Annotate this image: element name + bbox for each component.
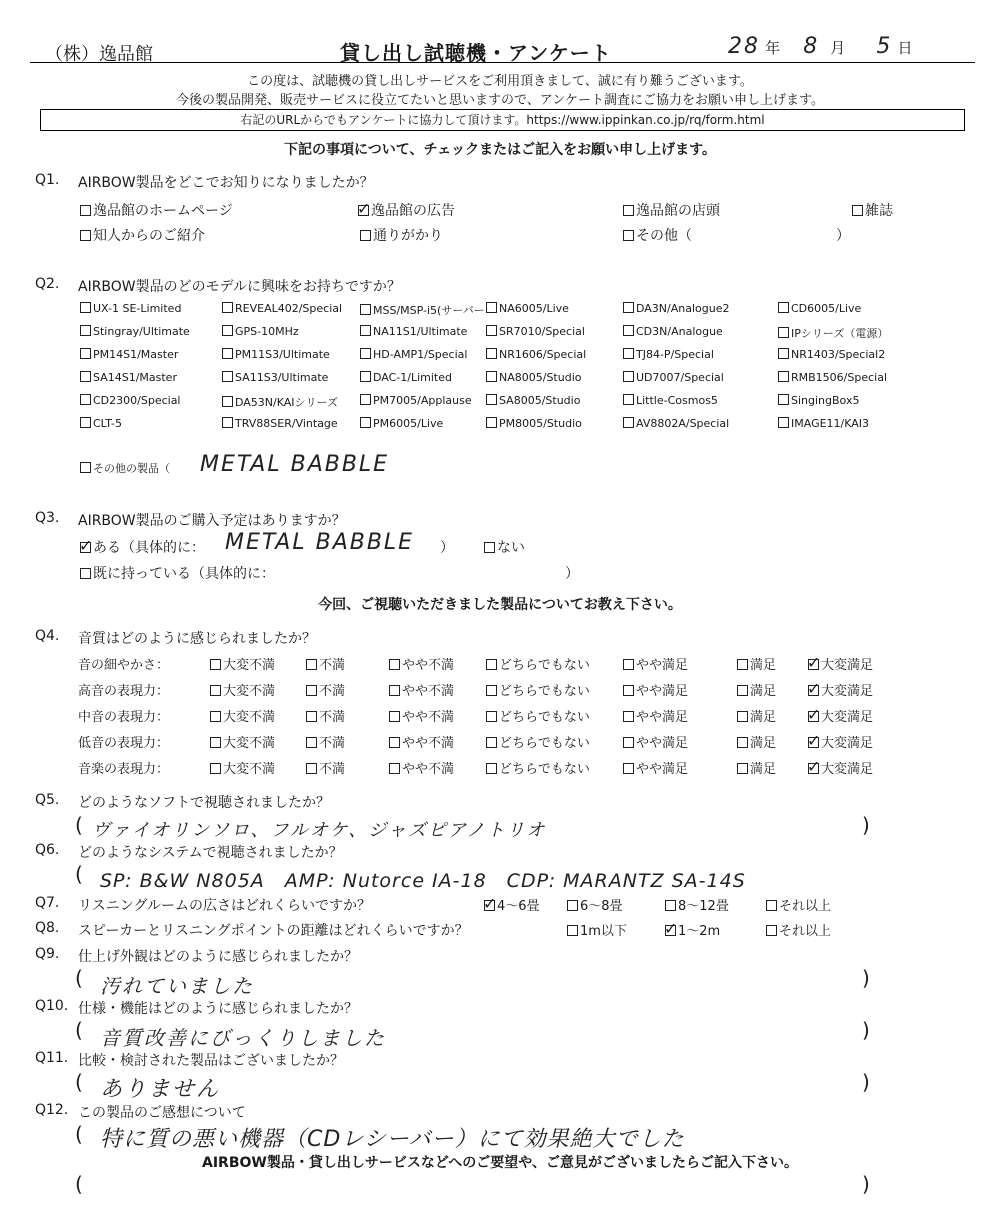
date-field[interactable] xyxy=(728,34,913,59)
q1-option-homepage[interactable]: 逸品館のホームページ xyxy=(80,200,233,220)
q4-rating-option[interactable]: どちらでもない xyxy=(486,732,590,751)
q2-model-option[interactable]: REVEAL402/Special xyxy=(222,302,342,315)
checkbox[interactable] xyxy=(222,302,233,313)
checkbox[interactable] xyxy=(306,711,317,722)
q4-rating-option[interactable]: どちらでもない xyxy=(486,758,590,777)
q9-question: 仕上げ外観はどのように感じられましたか？ xyxy=(78,949,358,965)
q4-question: 音質はどのように感じられましたか？ xyxy=(78,631,316,647)
footer-close-paren: ) xyxy=(862,1172,870,1196)
checkbox[interactable] xyxy=(360,417,371,428)
checkbox[interactable] xyxy=(737,763,748,774)
checkbox[interactable] xyxy=(210,685,221,696)
checkbox[interactable] xyxy=(486,325,497,336)
checkbox[interactable] xyxy=(222,325,233,336)
q2-model-option[interactable]: PM7005/Applause xyxy=(360,394,472,407)
checkbox[interactable] xyxy=(623,685,634,696)
q1-option-magazine[interactable]: 雑誌 xyxy=(852,200,893,220)
q1-option-passing[interactable]: 通りがかり xyxy=(360,225,443,245)
checkbox[interactable] xyxy=(360,230,371,241)
q2-model-option[interactable]: DAC-1/Limited xyxy=(360,371,452,384)
checkbox[interactable] xyxy=(80,371,91,382)
q2-model-option[interactable]: AV8802A/Special xyxy=(623,417,729,430)
q4-rating-option[interactable]: 大変不満 xyxy=(210,758,275,777)
q2-model-option[interactable]: IMAGE11/KAI3 xyxy=(778,417,869,430)
q2-label: Q2. xyxy=(35,276,60,292)
checkbox[interactable] xyxy=(80,568,91,579)
q6-answer[interactable]: SP: B&W N805A AMP: Nutorce IA-18 CDP: MARANTZ SA-14S xyxy=(100,870,746,892)
q3-label: Q3. xyxy=(35,510,60,526)
q2-model-option[interactable]: GPS-10MHz xyxy=(222,325,299,338)
checkbox[interactable] xyxy=(486,685,497,696)
checkbox[interactable] xyxy=(567,900,578,911)
q2-model-option[interactable]: CLT-5 xyxy=(80,417,122,430)
checkbox[interactable] xyxy=(623,763,634,774)
checkbox[interactable] xyxy=(486,394,497,405)
checkbox[interactable] xyxy=(623,737,634,748)
checkbox[interactable] xyxy=(80,394,91,405)
checkbox[interactable] xyxy=(222,371,233,382)
checkbox[interactable] xyxy=(360,371,371,382)
checkbox[interactable] xyxy=(766,925,777,936)
q2-model-option[interactable]: SingingBox5 xyxy=(778,394,859,407)
q7-option-8-12[interactable]: 8〜12畳 xyxy=(665,895,729,914)
checkbox[interactable] xyxy=(360,304,371,315)
q10-close-paren: ) xyxy=(862,1018,870,1042)
q2-model-option[interactable]: UX-1 SE-Limited xyxy=(80,302,181,315)
q4-row-label: 中音の表現力： xyxy=(78,710,170,725)
q7-option-4-6[interactable]: ✓ 4〜6畳 xyxy=(484,895,540,914)
checkbox[interactable] xyxy=(567,925,578,936)
q9-close-paren: ) xyxy=(862,966,870,990)
footer-open-paren: ( xyxy=(75,1172,83,1196)
q4-rating-option[interactable]: やや満足 xyxy=(623,758,688,777)
q4-row-label: 音の細やかさ： xyxy=(78,658,170,673)
checkbox[interactable] xyxy=(80,348,91,359)
q4-rating-option[interactable]: 大変不満 xyxy=(210,732,275,751)
q10-answer[interactable]: 音質改善にびっくりしました xyxy=(100,1026,386,1050)
q6-label: Q6. xyxy=(35,842,60,858)
q11-open-paren: ( xyxy=(75,1070,83,1094)
q8-option-more[interactable]: それ以上 xyxy=(766,920,831,939)
checkbox[interactable] xyxy=(210,711,221,722)
checkbox[interactable] xyxy=(623,711,634,722)
checkbox-checked[interactable] xyxy=(665,925,676,936)
q1-label: Q1. xyxy=(35,172,60,188)
q11-answer[interactable]: ありません xyxy=(100,1077,221,1102)
q6-question: どのようなシステムで視聴されましたか？ xyxy=(78,845,343,861)
q4-rating-option[interactable]: ✓ 大変満足 xyxy=(808,680,873,699)
checkbox[interactable] xyxy=(222,348,233,359)
q5-answer[interactable]: ヴァイオリンソロ、フルオケ、ジャズピアノトリオ xyxy=(92,820,547,841)
q4-rating-option[interactable]: やや満足 xyxy=(623,732,688,751)
q6-open-paren: ( xyxy=(75,862,83,886)
q2-model-option[interactable]: NA6005/Live xyxy=(486,302,569,315)
q4-rating-option[interactable]: 不満 xyxy=(306,732,345,751)
q3-question: AIRBOW製品のご購入予定はありますか？ xyxy=(78,513,346,529)
checkbox-checked[interactable] xyxy=(80,542,91,553)
q9-label: Q9. xyxy=(35,946,60,962)
checkbox[interactable] xyxy=(306,763,317,774)
q4-row-label: 高音の表現力： xyxy=(78,684,170,699)
q9-answer[interactable]: 汚れていました xyxy=(100,974,254,998)
q2-model-option[interactable]: CD2300/Special xyxy=(80,394,180,407)
q2-model-option[interactable]: NA8005/Studio xyxy=(486,371,582,384)
checkbox[interactable] xyxy=(778,371,789,382)
date-month-unit: 月 xyxy=(830,39,846,57)
q3-yes-value[interactable]: METAL BABBLE xyxy=(225,530,415,555)
q2-model-option[interactable]: SA11S3/Ultimate xyxy=(222,371,328,384)
checkbox[interactable] xyxy=(486,659,497,670)
checkbox[interactable] xyxy=(210,737,221,748)
q4-rating-option[interactable]: 不満 xyxy=(306,758,345,777)
q12-question: この製品のご感想について xyxy=(78,1105,246,1121)
checkbox[interactable] xyxy=(737,737,748,748)
q4-rating-option[interactable]: ✓ 大変満足 xyxy=(808,706,873,725)
q2-model-option[interactable]: NR1606/Special xyxy=(486,348,586,361)
q3-owned-close: ） xyxy=(565,566,579,582)
q12-label: Q12. xyxy=(35,1102,69,1118)
date-day-unit: 日 xyxy=(897,39,913,57)
q2-model-option[interactable]: SR7010/Special xyxy=(486,325,585,338)
checkbox[interactable] xyxy=(623,302,634,313)
checkbox[interactable] xyxy=(486,371,497,382)
checkbox[interactable] xyxy=(222,396,233,407)
checkbox[interactable] xyxy=(80,325,91,336)
q4-rating-option[interactable]: 大変不満 xyxy=(210,654,275,673)
intro-line-1: この度は、試聴機の貸し出しサービスをご利用頂きまして、誠に有り難うございます。 xyxy=(247,74,753,89)
header-divider xyxy=(30,62,975,63)
checkbox[interactable] xyxy=(80,230,91,241)
q4-rating-option[interactable]: どちらでもない xyxy=(486,654,590,673)
q4-rating-option[interactable]: ✓ 大変満足 xyxy=(808,654,873,673)
q2-model-option[interactable]: TRV88SER/Vintage xyxy=(222,417,338,430)
checkbox-checked[interactable] xyxy=(358,205,369,216)
q4-rating-option[interactable]: 大変不満 xyxy=(210,706,275,725)
checkbox[interactable] xyxy=(623,325,634,336)
q7-option-more[interactable]: それ以上 xyxy=(766,895,831,914)
checkbox-checked[interactable] xyxy=(808,659,819,670)
q2-model-option[interactable]: HD-AMP1/Special xyxy=(360,348,467,361)
q2-model-option[interactable]: NA11S1/Ultimate xyxy=(360,325,467,338)
q4-rating-option[interactable]: やや不満 xyxy=(389,732,454,751)
checkbox[interactable] xyxy=(389,737,400,748)
q8-question: スピーカーとリスニングポイントの距離はどれくらいですか？ xyxy=(78,923,469,939)
date-year: 28 xyxy=(728,34,760,59)
checkbox[interactable] xyxy=(737,685,748,696)
section-title: 今回、ご視聴いただきました製品についてお教え下さい。 xyxy=(318,597,682,613)
q4-rating-option[interactable]: どちらでもない xyxy=(486,680,590,699)
q2-model-option[interactable]: SA14S1/Master xyxy=(80,371,177,384)
checkbox[interactable] xyxy=(778,417,789,428)
checkbox[interactable] xyxy=(360,325,371,336)
intro-line-2: 今後の製品開発、販売サービスに役立てたいと思いますので、アンケート調査にご協力をお願い申し上げます。 xyxy=(176,93,824,108)
checkbox[interactable] xyxy=(623,205,634,216)
checkbox-checked[interactable] xyxy=(808,685,819,696)
q8-label: Q8. xyxy=(35,920,60,936)
q1-option-ad[interactable]: ✓ 逸品館の広告 xyxy=(358,200,455,220)
checkbox[interactable] xyxy=(80,205,91,216)
q5-close-paren: ) xyxy=(862,813,870,837)
q4-rating-option[interactable]: やや不満 xyxy=(389,680,454,699)
checkbox[interactable] xyxy=(623,394,634,405)
footer-request: AIRBOW製品・貸し出しサービスなどへのご要望や、ご意見がございましたらご記入下さい。 xyxy=(202,1155,798,1171)
checkbox[interactable] xyxy=(306,737,317,748)
checkbox[interactable] xyxy=(623,348,634,359)
q12-open-paren: ( xyxy=(75,1122,83,1146)
checkbox[interactable] xyxy=(778,302,789,313)
q1-option-store[interactable]: 逸品館の店頭 xyxy=(623,200,720,220)
checkbox-checked[interactable] xyxy=(808,711,819,722)
q10-label: Q10. xyxy=(35,998,69,1014)
q2-model-option[interactable]: Stingray/Ultimate xyxy=(80,325,190,338)
checkbox[interactable] xyxy=(389,763,400,774)
q4-row-label: 低音の表現力： xyxy=(78,736,170,751)
q4-rating-option[interactable]: どちらでもない xyxy=(486,706,590,725)
q11-label: Q11. xyxy=(35,1050,69,1066)
checkbox[interactable] xyxy=(389,685,400,696)
q4-rating-option[interactable]: ✓ 大変満足 xyxy=(808,758,873,777)
q4-rating-option[interactable]: 不満 xyxy=(306,654,345,673)
checkbox[interactable] xyxy=(852,205,863,216)
checkbox[interactable] xyxy=(210,659,221,670)
q7-label: Q7. xyxy=(35,895,60,911)
q4-rating-option[interactable]: やや満足 xyxy=(623,654,688,673)
q2-model-option[interactable]: NR1403/Special2 xyxy=(778,348,885,361)
q2-model-option[interactable]: CD6005/Live xyxy=(778,302,861,315)
q3-option-no[interactable]: ない xyxy=(484,537,525,557)
q2-model-option[interactable]: TJ84-P/Special xyxy=(623,348,714,361)
q3-option-owned[interactable]: 既に持っている（具体的に： xyxy=(80,563,275,583)
q11-question: 比較・検討された製品はございましたか？ xyxy=(78,1053,344,1069)
q4-rating-option[interactable]: ✓ 大変満足 xyxy=(808,732,873,751)
q1-option-other[interactable]: その他（ xyxy=(623,225,692,245)
checkbox[interactable] xyxy=(737,711,748,722)
checkbox[interactable] xyxy=(665,900,676,911)
q4-label: Q4. xyxy=(35,628,60,644)
checkbox[interactable] xyxy=(306,659,317,670)
q7-option-6-8[interactable]: 6〜8畳 xyxy=(567,895,623,914)
q11-close-paren: ) xyxy=(862,1070,870,1094)
checkbox-checked[interactable] xyxy=(808,737,819,748)
checkbox[interactable] xyxy=(360,348,371,359)
checkbox[interactable] xyxy=(623,417,634,428)
q2-other-products[interactable]: その他の製品（ xyxy=(80,460,170,476)
checkbox[interactable] xyxy=(80,302,91,313)
q4-rating-option[interactable]: 大変不満 xyxy=(210,680,275,699)
company-name: （株）逸品館 xyxy=(45,44,153,65)
q10-open-paren: ( xyxy=(75,1018,83,1042)
checkbox[interactable] xyxy=(486,417,497,428)
q2-model-option[interactable]: CD3N/Analogue xyxy=(623,325,723,338)
checkbox[interactable] xyxy=(623,371,634,382)
q4-rating-option[interactable]: 満足 xyxy=(737,732,776,751)
q4-rating-option[interactable]: 不満 xyxy=(306,706,345,725)
checkbox-checked[interactable] xyxy=(484,900,495,911)
q4-rating-option[interactable]: やや不満 xyxy=(389,706,454,725)
url-notice: 右記のURLからでもアンケートに協力して頂けます。https://www.ippinkan.co.jp/rq/form.html xyxy=(40,109,965,131)
checkbox[interactable] xyxy=(210,763,221,774)
date-month: 8 xyxy=(803,34,820,59)
checkbox[interactable] xyxy=(486,711,497,722)
checkbox[interactable] xyxy=(484,542,495,553)
q8-option-1-2m[interactable]: ✓ 1〜2m xyxy=(665,920,720,939)
q5-label: Q5. xyxy=(35,792,60,808)
q5-question: どのようなソフトで視聴されましたか？ xyxy=(78,795,330,811)
q4-rating-option[interactable]: 満足 xyxy=(737,680,776,699)
checkbox[interactable] xyxy=(486,348,497,359)
checkbox[interactable] xyxy=(623,230,634,241)
date-year-unit: 年 xyxy=(765,39,781,57)
checkbox[interactable] xyxy=(486,763,497,774)
q2-model-option[interactable]: RMB1506/Special xyxy=(778,371,887,384)
checkbox[interactable] xyxy=(737,659,748,670)
checkbox[interactable] xyxy=(778,348,789,359)
checkbox[interactable] xyxy=(80,417,91,428)
q2-model-option[interactable]: UD7007/Special xyxy=(623,371,724,384)
q2-other-value[interactable]: METAL BABBLE xyxy=(200,452,390,477)
q2-model-option[interactable]: Little-Cosmos5 xyxy=(623,394,718,407)
q2-model-option[interactable]: DA3N/Analogue2 xyxy=(623,302,729,315)
q4-rating-option[interactable]: 満足 xyxy=(737,758,776,777)
q2-model-option[interactable]: PM6005/Live xyxy=(360,417,443,430)
instruction: 下記の事項について、チェックまたはご記入をお願い申し上げます。 xyxy=(284,142,716,158)
q4-rating-option[interactable]: 満足 xyxy=(737,654,776,673)
q9-open-paren: ( xyxy=(75,966,83,990)
q2-model-option[interactable]: PM11S3/Ultimate xyxy=(222,348,330,361)
q4-rating-option[interactable]: やや満足 xyxy=(623,706,688,725)
q1-option-friend[interactable]: 知人からのご紹介 xyxy=(80,225,205,245)
q2-model-option[interactable]: DA53N/KAIシリーズ xyxy=(222,394,338,410)
checkbox-checked[interactable] xyxy=(808,763,819,774)
checkbox[interactable] xyxy=(222,417,233,428)
q2-model-option[interactable]: SA8005/Studio xyxy=(486,394,580,407)
q4-rating-option[interactable]: やや不満 xyxy=(389,758,454,777)
checkbox[interactable] xyxy=(623,659,634,670)
q7-question: リスニングルームの広さはどれくらいですか？ xyxy=(78,898,372,914)
checkbox[interactable] xyxy=(766,900,777,911)
date-day: 5 xyxy=(876,34,893,59)
q5-open-paren: ( xyxy=(75,813,83,837)
checkbox[interactable] xyxy=(389,659,400,670)
q2-model-option[interactable]: PM8005/Studio xyxy=(486,417,582,430)
checkbox[interactable] xyxy=(778,394,789,405)
q12-answer[interactable]: 特に質の悪い機器（CDレシーバー）にて効果絶大でした xyxy=(100,1127,685,1152)
checkbox[interactable] xyxy=(389,711,400,722)
q1-question: AIRBOW製品をどこでお知りになりましたか？ xyxy=(78,175,374,191)
checkbox[interactable] xyxy=(80,462,91,473)
q1-other-close: ） xyxy=(836,228,850,244)
q4-rating-option[interactable]: 不満 xyxy=(306,680,345,699)
q8-option-under-1m[interactable]: 1m以下 xyxy=(567,920,627,939)
q2-model-option[interactable]: IPシリーズ（電源） xyxy=(778,325,888,341)
q4-row-label: 音楽の表現力： xyxy=(78,762,170,777)
q10-question: 仕様・機能はどのように感じられましたか？ xyxy=(78,1001,358,1017)
q2-model-option[interactable]: MSS/MSP-i5(サーバー xyxy=(360,302,485,318)
checkbox[interactable] xyxy=(306,685,317,696)
checkbox[interactable] xyxy=(778,327,789,338)
q4-rating-option[interactable]: やや不満 xyxy=(389,654,454,673)
q4-rating-option[interactable]: やや満足 xyxy=(623,680,688,699)
q4-rating-option[interactable]: 満足 xyxy=(737,706,776,725)
q2-question: AIRBOW製品のどのモデルに興味をお持ちですか？ xyxy=(78,279,401,295)
checkbox[interactable] xyxy=(360,394,371,405)
q2-model-option[interactable]: PM14S1/Master xyxy=(80,348,178,361)
q3-yes-close: ） xyxy=(440,540,454,556)
q3-option-yes[interactable]: ✓ある（具体的に： xyxy=(80,537,205,557)
checkbox[interactable] xyxy=(486,302,497,313)
checkbox[interactable] xyxy=(486,737,497,748)
form-title: 貸し出し試聴機・アンケート xyxy=(340,41,612,65)
